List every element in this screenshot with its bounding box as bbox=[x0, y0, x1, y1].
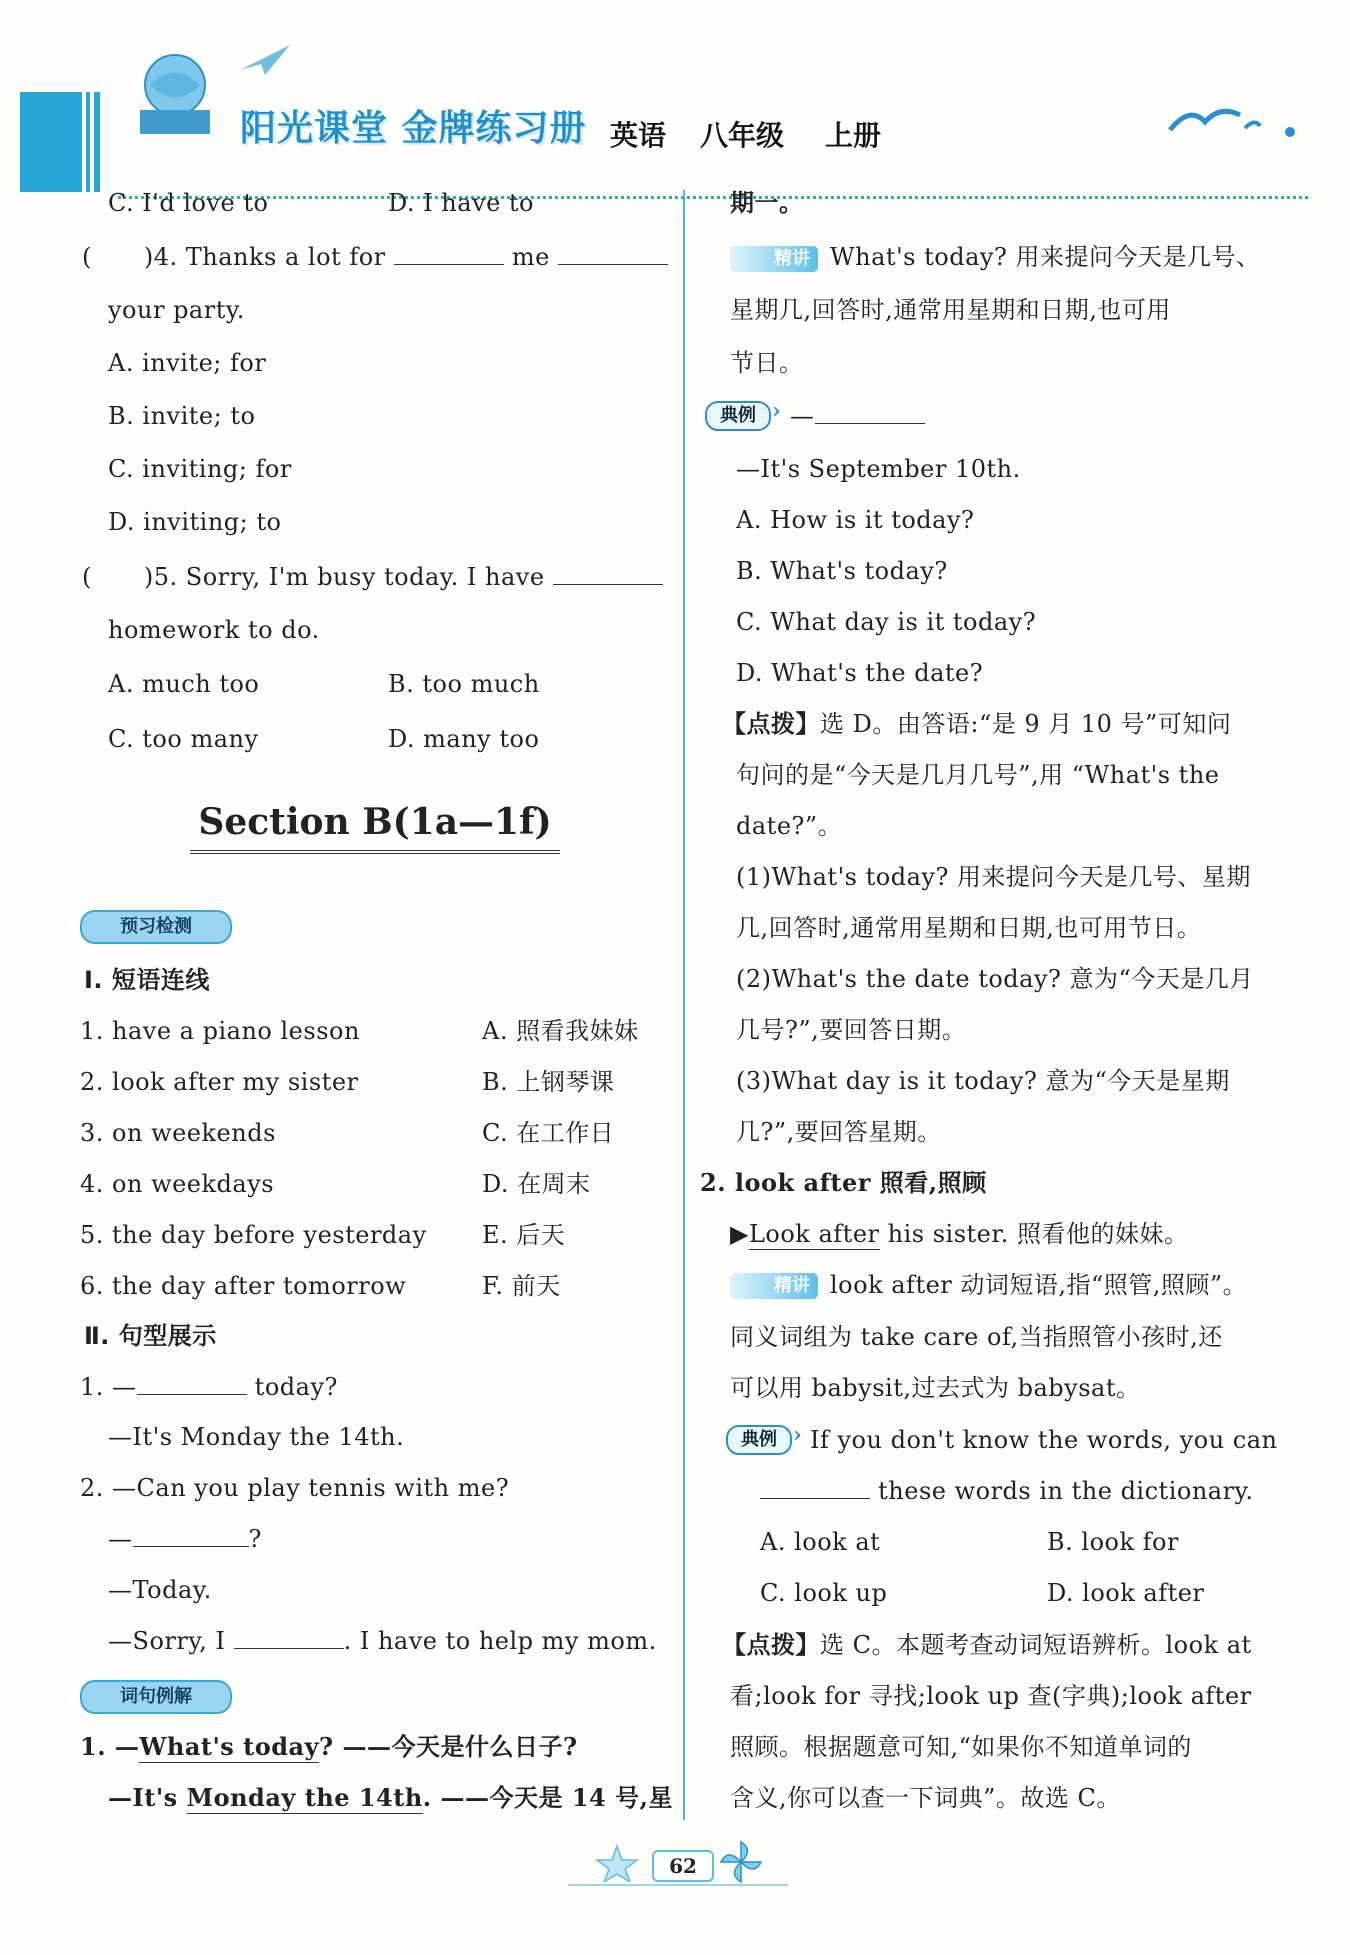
page-header bbox=[20, 40, 1320, 170]
hint1-line3: date?”。 bbox=[736, 812, 843, 840]
fill-blank[interactable] bbox=[137, 1372, 247, 1395]
match-left-item: 3. on weekends bbox=[80, 1119, 276, 1147]
note3-line2: 几?”,要回答星期。 bbox=[736, 1118, 942, 1146]
sentence2-line4: —Sorry, I . I have to help my mom. bbox=[108, 1627, 657, 1655]
note2-line2: 几号?”,要回答日期。 bbox=[736, 1016, 967, 1044]
note3-line1: (3)What day is it today? 意为“今天是星期 bbox=[736, 1067, 1230, 1095]
q5-stem: ( )5. Sorry, I'm busy today. I have bbox=[82, 562, 663, 592]
pinwheel-icon bbox=[716, 1840, 766, 1884]
example1-option-b: B. What's today? bbox=[736, 557, 948, 585]
explain-badge: 精讲 bbox=[730, 246, 818, 272]
example-badge: 典例 bbox=[726, 1425, 792, 1455]
sentence1-question: 1. — today? bbox=[80, 1373, 338, 1401]
hint1-line2: 句问的是“今天是几月几号”,用 “What's the bbox=[736, 761, 1220, 789]
sentence2-line2: — ? bbox=[108, 1525, 262, 1553]
note1-line1: (1)What's today? 用来提问今天是几号、星期 bbox=[736, 863, 1251, 891]
match-left-item: 6. the day after tomorrow bbox=[80, 1272, 407, 1300]
fill-blank[interactable] bbox=[234, 1626, 344, 1649]
hint2-line2: 看;look for 寻找;look up 查(字典);look after bbox=[730, 1682, 1252, 1710]
example1-answer: —It's September 10th. bbox=[736, 455, 1021, 483]
example2-question: If you don't know the words, you can bbox=[810, 1426, 1278, 1454]
q5-option-c: C. too many bbox=[108, 725, 259, 753]
word2-title: 2. look after 照看,照顾 bbox=[700, 1168, 987, 1197]
q5-option-b: B. too much bbox=[388, 670, 540, 698]
q4-option-c: C. inviting; for bbox=[108, 455, 292, 483]
example1-option-d: D. What's the date? bbox=[736, 659, 984, 687]
explain2-line3: 可以用 babysit,过去式为 babysat。 bbox=[730, 1374, 1141, 1402]
section-title: Section B(1a—1f) bbox=[190, 800, 560, 854]
q3-option-d: D. I have to bbox=[388, 189, 535, 217]
fill-blank[interactable] bbox=[394, 242, 504, 265]
match-left-item: 4. on weekdays bbox=[80, 1170, 275, 1198]
match-right-item: E. 后天 bbox=[482, 1221, 566, 1249]
match-right-item: A. 照看我妹妹 bbox=[482, 1017, 639, 1045]
example-badge: 典例 bbox=[705, 401, 771, 431]
example1-option-c: C. What day is it today? bbox=[736, 608, 1037, 636]
fill-blank[interactable] bbox=[815, 401, 925, 424]
explain1-line3: 节日。 bbox=[730, 349, 804, 377]
match-right-item: B. 上钢琴课 bbox=[482, 1068, 615, 1096]
fill-blank[interactable] bbox=[760, 1476, 870, 1499]
hint2-line4: 含义,你可以查一下词典”。故选 C。 bbox=[730, 1784, 1121, 1812]
example2-option-a: A. look at bbox=[760, 1528, 881, 1556]
header-grade: 八年级 bbox=[700, 119, 785, 152]
explain2-line1: look after 动词短语,指“照管,照顾”。 bbox=[830, 1271, 1248, 1299]
example2-option-b: B. look for bbox=[1047, 1528, 1179, 1556]
header-bar-stripe bbox=[82, 92, 86, 192]
match-left-item: 2. look after my sister bbox=[80, 1068, 359, 1096]
q5-stem-cont: homework to do. bbox=[108, 616, 320, 644]
page-number: 62 bbox=[652, 1850, 714, 1882]
sentence2-line1: 2. —Can you play tennis with me? bbox=[80, 1474, 510, 1502]
explain1-line1: What's today? 用来提问今天是几号、 bbox=[830, 243, 1261, 271]
answer-paren: ( bbox=[82, 563, 92, 591]
fill-blank[interactable] bbox=[558, 242, 668, 265]
note2-line1: (2)What's the date today? 意为“今天是几月 bbox=[736, 965, 1254, 993]
q4-stem-cont: your party. bbox=[108, 296, 245, 324]
word2-example: ▶Look after his sister. 照看他的妹妹。 bbox=[730, 1220, 1189, 1248]
word1-title: 1. —What's today? ——今天是什么日子? bbox=[80, 1732, 578, 1761]
explain1-line2: 星期几,回答时,通常用星期和日期,也可用 bbox=[730, 296, 1171, 324]
match-right-item: C. 在工作日 bbox=[482, 1119, 615, 1147]
q4-option-b: B. invite; to bbox=[108, 402, 256, 430]
header-color-bar bbox=[20, 92, 100, 192]
play-arrow-icon: ▶ bbox=[730, 1220, 749, 1248]
example2-option-d: D. look after bbox=[1047, 1579, 1205, 1607]
note1-line2: 几,回答时,通常用星期和日期,也可用节日。 bbox=[736, 914, 1202, 942]
example1-option-a: A. How is it today? bbox=[736, 506, 975, 534]
fill-blank[interactable] bbox=[553, 562, 663, 585]
example2-option-c: C. look up bbox=[760, 1579, 888, 1607]
example1-question: — bbox=[790, 401, 925, 431]
part2-title: Ⅱ. 句型展示 bbox=[84, 1322, 217, 1350]
hint2-line3: 照顾。根据题意可知,“如果你不知道单词的 bbox=[730, 1733, 1192, 1761]
match-left-item: 5. the day before yesterday bbox=[80, 1221, 427, 1249]
explain-badge: 精讲 bbox=[730, 1273, 818, 1299]
match-left-item: 1. have a piano lesson bbox=[80, 1017, 360, 1045]
seagull-icon bbox=[1160, 90, 1310, 160]
match-right-item: F. 前天 bbox=[482, 1272, 561, 1300]
part1-title: Ⅰ. 短语连线 bbox=[84, 966, 210, 994]
q4-stem: ( )4. Thanks a lot for me bbox=[82, 242, 668, 272]
chevron-right-icon: › bbox=[793, 1422, 802, 1448]
paper-plane-icon bbox=[235, 40, 295, 80]
q4-option-d: D. inviting; to bbox=[108, 508, 282, 536]
preview-check-tag: 预习检测 bbox=[80, 910, 232, 944]
q4-option-a: A. invite; for bbox=[108, 349, 267, 377]
word1-example: —It's Monday the 14th. ——今天是 14 号,星 bbox=[108, 1783, 673, 1812]
header-subject: 英语 bbox=[610, 119, 667, 152]
header-volume: 上册 bbox=[825, 119, 882, 152]
explain2-line2: 同义词组为 take care of,当指照管小孩时,还 bbox=[730, 1323, 1223, 1351]
q5-option-a: A. much too bbox=[108, 670, 260, 698]
q5-option-d: D. many too bbox=[388, 725, 540, 753]
example2-question-cont: these words in the dictionary. bbox=[760, 1476, 1254, 1506]
hint2-line1: 【点拨】选 C。本题考查动词短语辨析。look at bbox=[722, 1631, 1252, 1659]
answer-paren: ( bbox=[82, 243, 92, 271]
chevron-right-icon: › bbox=[772, 398, 781, 424]
match-right-item: D. 在周末 bbox=[482, 1170, 591, 1198]
column-divider bbox=[683, 190, 685, 1820]
sentence2-line3: —Today. bbox=[108, 1576, 212, 1604]
fill-blank[interactable] bbox=[133, 1524, 249, 1547]
word-explain-tag: 词句例解 bbox=[80, 1680, 232, 1714]
starfish-icon bbox=[592, 1842, 642, 1882]
q3-option-c: C. I'd love to bbox=[108, 189, 269, 217]
r-continuation: 期一。 bbox=[730, 188, 804, 217]
series-title: 阳光课堂 金牌练习册 bbox=[240, 108, 587, 149]
sentence1-answer: —It's Monday the 14th. bbox=[108, 1423, 405, 1451]
header-bar-stripe bbox=[90, 92, 94, 192]
hint1-line1: 【点拨】选 D。由答语:“是 9 月 10 号”可知问 bbox=[722, 710, 1232, 738]
